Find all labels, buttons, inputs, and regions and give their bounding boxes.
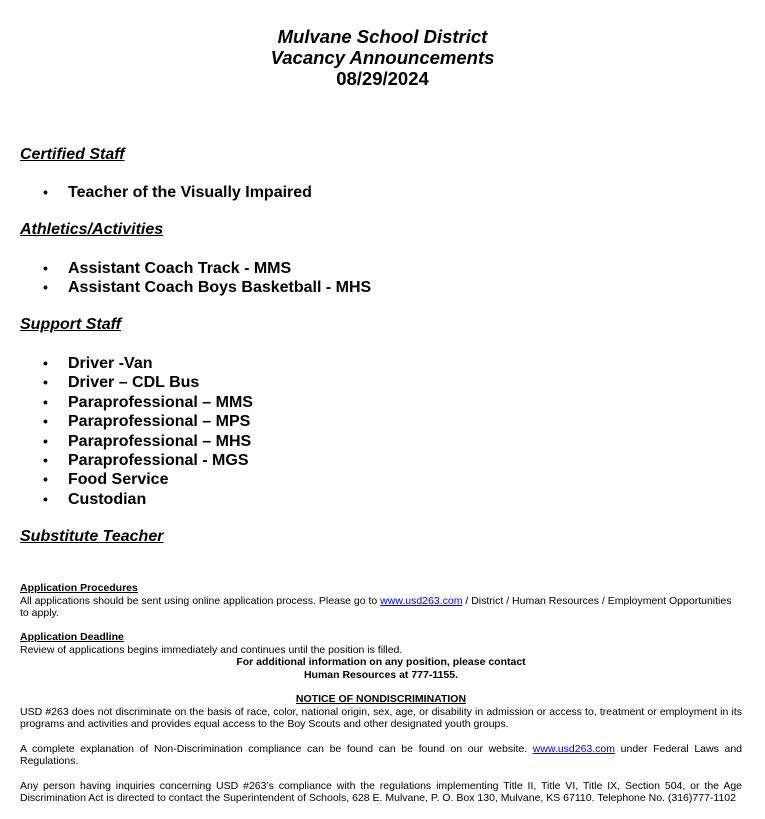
bullet-icon: •: [43, 355, 48, 371]
nondiscrimination-para-2: A complete explanation of Non-Discrimination compliance can be found can be found on our website. www.usd263.com under Federal Laws and Regulations.: [20, 742, 742, 767]
list-item: [40, 490, 253, 509]
list-item-text: Assistant Coach Boys Basketball - MHS: [68, 279, 372, 297]
list-item-text: Food Service: [68, 471, 169, 489]
list-item-text: Paraprofessional - MGS: [68, 451, 249, 469]
section-title-athletics: Athletics/Activities: [20, 221, 164, 238]
document-header: [0, 26, 765, 89]
list-item: [40, 183, 312, 202]
list-item-text: Driver – CDL Bus: [68, 374, 200, 392]
deadline-text: Review of applications begins immediately and continues until the position is filled.: [20, 643, 403, 656]
list-item-text: Driver -Van: [68, 355, 153, 372]
application-deadline: [20, 631, 742, 681]
bullet-icon: •: [43, 471, 48, 488]
list-item: [40, 470, 253, 489]
list-item-text: Paraprofessional – MPS: [68, 413, 251, 431]
bullet-icon: •: [43, 490, 48, 507]
bullet-icon: •: [43, 393, 48, 410]
website-link[interactable]: www.usd263.com: [380, 594, 463, 607]
bullet-icon: •: [43, 432, 48, 449]
announcement-date: 08/29/2024: [336, 68, 429, 89]
bullet-icon: •: [43, 413, 48, 430]
document-title: Vacancy Announcements: [270, 47, 495, 68]
deadline-label: Application Deadline: [20, 631, 124, 643]
bullet-icon: •: [43, 260, 48, 276]
list-item: [40, 412, 253, 431]
certified-list: [40, 183, 312, 202]
procedures-label: Application Procedures: [20, 582, 138, 594]
list-item: [40, 432, 253, 451]
bullet-icon: •: [43, 374, 48, 391]
list-item: [40, 354, 253, 373]
list-item: [40, 393, 253, 412]
nondiscrimination-para-1: USD #263 does not discriminate on the basis of race, color, national origin, sex, age, or disability in admission or access to, treatment or employment in its programs and activities and provides equal access to the Boy Scouts and other designated youth groups.: [20, 705, 742, 730]
section-title-certified: Certified Staff: [20, 146, 125, 163]
list-item-text: Teacher of the Visually Impaired: [68, 184, 312, 201]
section-title-substitute: Substitute Teacher: [20, 528, 164, 545]
list-item: [40, 278, 371, 297]
nondiscrimination-para-3: Any person having inquiries concerning USD #263’s compliance with the regulations implementing Title II, Title VI, Title IX, Section 504, or the Age Discrimination Act is directed to contact the Superintendent of Schools, 628 E. Mulvane, P. O. Box 130, Mulvane, KS 67110. Telephone No. (316)777-1102: [20, 779, 742, 804]
list-item: [40, 451, 253, 470]
list-item-text: Paraprofessional – MHS: [68, 432, 252, 450]
district-name: Mulvane School District: [277, 26, 488, 47]
procedures-text: All applications should be sent using online application process. Please go to www.usd263.com / District / Human Resources / Employment Opportunities to apply.: [20, 594, 732, 619]
list-item-text: Paraprofessional – MMS: [68, 393, 253, 411]
contact-line-1: For additional information on any position, please contact: [236, 656, 526, 668]
application-procedures: [20, 582, 742, 620]
list-item: [40, 373, 253, 392]
list-item-text: Custodian: [68, 490, 147, 508]
support-list: [40, 354, 253, 509]
section-title-support: Support Staff: [20, 316, 122, 333]
bullet-icon: •: [43, 184, 48, 200]
bullet-icon: •: [43, 279, 48, 296]
list-item: [40, 259, 371, 278]
athletics-list: [40, 259, 371, 298]
bullet-icon: •: [43, 451, 48, 468]
list-item-text: Assistant Coach Track - MMS: [68, 260, 292, 277]
contact-line-2: Human Resources at 777-1155.: [303, 668, 459, 681]
nondiscrimination-notice: [20, 693, 742, 805]
website-link[interactable]: www.usd263.com: [532, 742, 616, 755]
nondiscrimination-title: NOTICE OF NONDISCRIMINATION: [295, 693, 467, 705]
